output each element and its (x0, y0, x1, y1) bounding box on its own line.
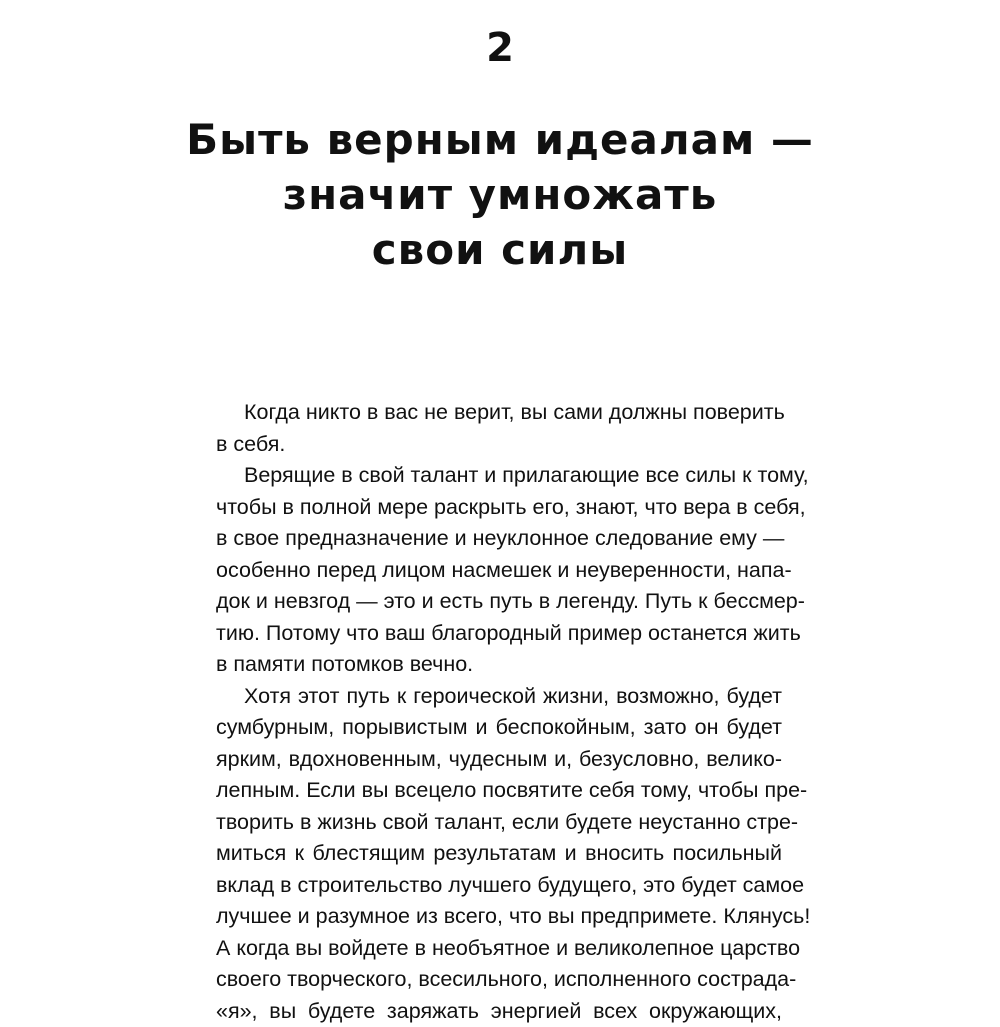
body-text (216, 397, 782, 1027)
text-line: миться к блестящим результатам и вносить посильный (216, 838, 782, 870)
chapter-title-line: значит умножать (150, 167, 850, 222)
text-line: творить в жизнь свой талант, если будете неустанно стре- (216, 807, 782, 839)
text-line: ярким, вдохновенным, чудесным и, безусловно, велико- (216, 744, 782, 776)
chapter-number: 2 (0, 24, 1000, 72)
chapter-title-line: свои силы (150, 222, 850, 277)
text-line: в свое предназначение и неуклонное следование ему — (216, 523, 782, 555)
text-line: «я», вы будете заряжать энергией всех окружающих, (216, 996, 782, 1027)
text-line: сумбурным, порывистым и беспокойным, зато он будет (216, 712, 782, 744)
text-line: док и невзгод — это и есть путь в легенду. Путь к бессмер- (216, 586, 782, 618)
text-line: лучшее и разумное из всего, что вы предпримете. Клянусь! (216, 901, 782, 933)
text-line: в себя. (216, 429, 782, 461)
text-line: лепным. Если вы всецело посвятите себя тому, чтобы пре- (216, 775, 782, 807)
text-line: своего творческого, всесильного, исполненного сострада- (216, 964, 782, 996)
text-line: Верящие в свой талант и прилагающие все силы к тому, (216, 460, 782, 492)
chapter-title-line: Быть верным идеалам — (150, 112, 850, 167)
text-line: Хотя этот путь к героической жизни, возможно, будет (216, 681, 782, 713)
text-line: особенно перед лицом насмешек и неуверенности, напа- (216, 555, 782, 587)
text-line: чтобы в полной мере раскрыть его, знают, что вера в себя, (216, 492, 782, 524)
text-line: А когда вы войдете в необъятное и великолепное царство (216, 933, 782, 965)
text-line: в памяти потомков вечно. (216, 649, 782, 681)
text-line: Когда никто в вас не верит, вы сами должны поверить (216, 397, 782, 429)
chapter-title (150, 112, 850, 277)
text-line: вклад в строительство лучшего будущего, это будет самое (216, 870, 782, 902)
text-line: тию. Потому что ваш благородный пример останется жить (216, 618, 782, 650)
